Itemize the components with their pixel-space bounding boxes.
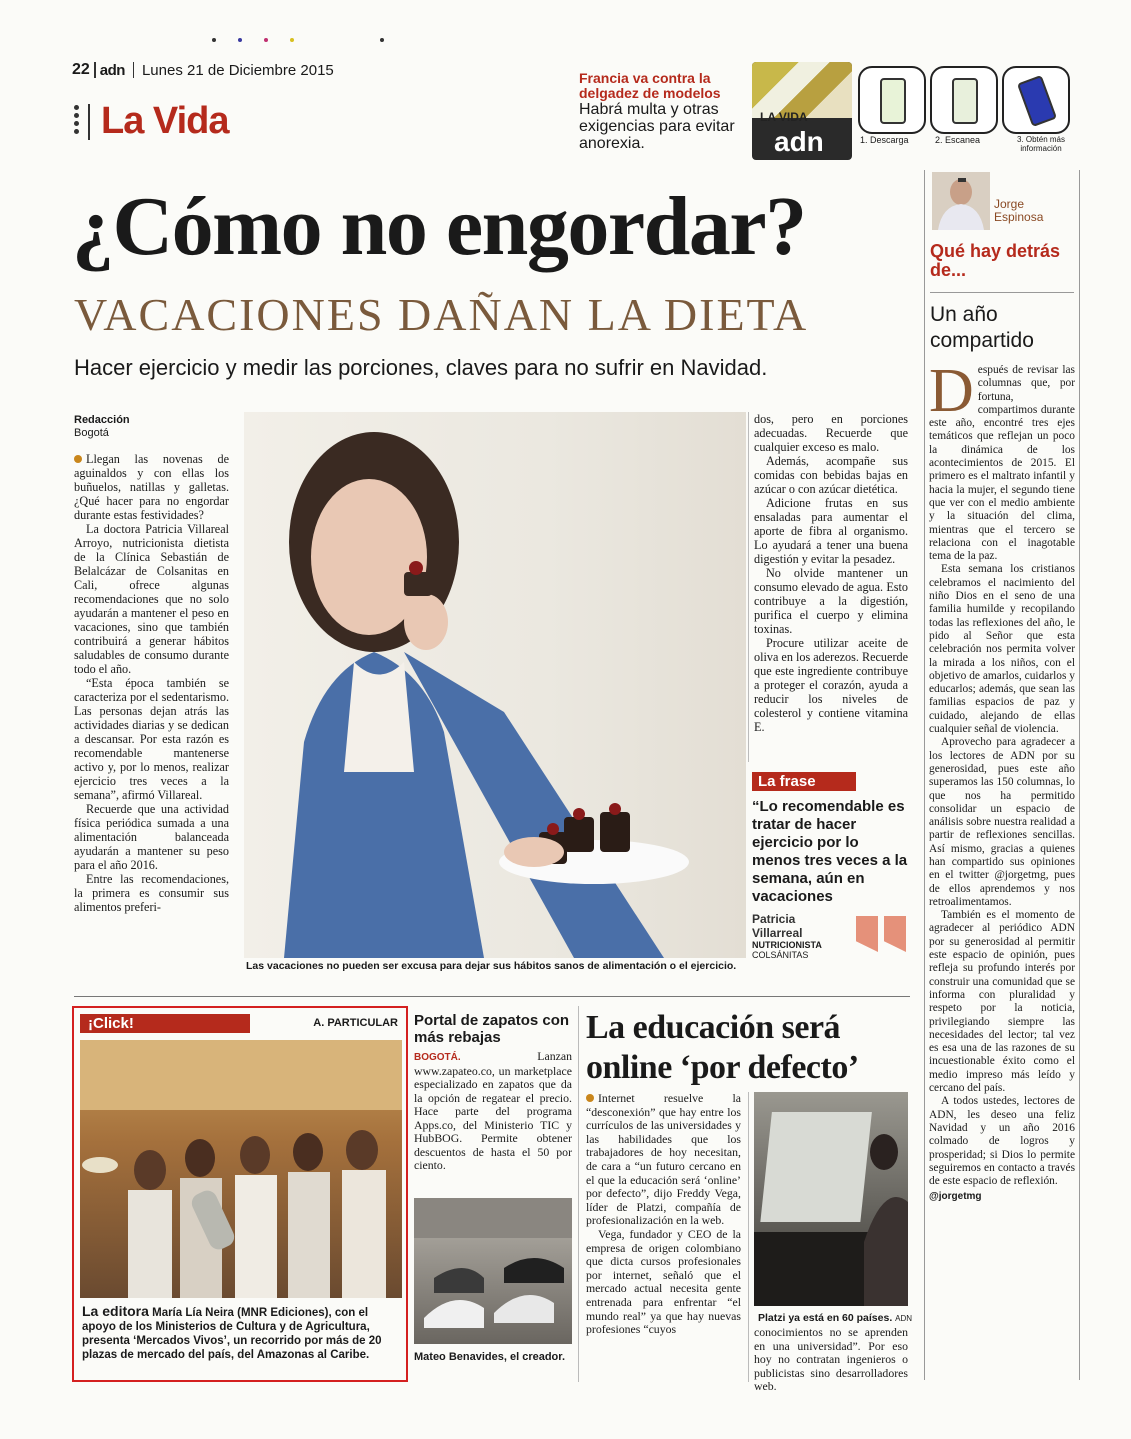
step-info-icon	[1002, 66, 1070, 134]
step-info-label: 3. Obtén más información	[1016, 135, 1066, 153]
shoes-caption: Mateo Benavides, el creador.	[414, 1351, 566, 1363]
shoes-body	[414, 1050, 572, 1173]
promo-badge	[752, 62, 852, 160]
main-col2-p3: Adicione frutas en sus ensaladas para aumentar el aporte de fibra al organismo. Lo ayudará a tener una buena digestión y evitar la pesadez.	[754, 496, 908, 566]
main-col1-p5: Entre las recomendaciones, la primera es consumir sus alimentos preferi-	[74, 872, 229, 914]
edu-photo	[754, 1092, 908, 1306]
promo-text: Habrá multa y otras exigencias para evitar anorexia.	[579, 101, 735, 152]
click-box	[72, 1006, 408, 1382]
quote-org: COLSÁNITAS	[752, 950, 809, 960]
brand-logo: adn	[99, 61, 125, 79]
quote-name: Patricia Villarreal	[752, 912, 803, 940]
shoes-photo	[414, 1198, 572, 1344]
edu-col2-p1: conocimientos no se aprenden en una universidad”. Por eso hoy no contratan ingenieros o publicistas sino desarrolladores web.	[754, 1325, 908, 1394]
column-p4: También es el momento de agradecer al periódico ADN por su generosidad al permitir este espacio de opinión, pues refleja su profundo interés por construir una comunidad que se informa con pluralidad y respeto por la noticia, privilegiando siempre las necesidades del lector; tal vez es esa una de las razones de su incuestionable éxito como el medio impreso más leído y cercano del país.	[929, 909, 1075, 1095]
issue-date: Lunes 21 de Diciembre 2015	[141, 61, 334, 79]
page-header	[72, 60, 334, 80]
main-kicker: VACACIONES DAÑAN LA DIETA	[74, 289, 809, 340]
click-photo	[80, 1040, 402, 1298]
column-handle: @jorgetmg	[929, 1191, 982, 1203]
click-caption	[82, 1304, 402, 1362]
column-p3: Aprovecho para agradecer a los lectores de ADN por su generosidad, pues este año superamos las 150 columnas, lo que nos ha permitido consolidar un espacio de análisis sobre nuestra realidad a partir de reflexiones sencillas. Así mismo, gracias a quienes han compartido sus opiniones en el twitter @jorgetmg, pues de ellos aprendemos y nos retroalimentamos.	[929, 736, 1075, 908]
main-col1-p2: La doctora Patricia Villareal Arroyo, nutricionista dietista de la Clínica Sebastián de Belalcázar de Colsanitas en Cali, ofrece algunas recomendaciones que no solo ayudarán a mantener el peso en vacaciones, sino que también contribuirá a generar hábitos saludables de consumo durante todo el año.	[74, 522, 229, 676]
promo-badge-top: LA VIDA	[760, 110, 808, 124]
page-number: 22	[72, 61, 90, 78]
click-label: ¡Click!	[80, 1014, 250, 1033]
column-p1: Después de revisar las columnas que, por fortuna, compartimos durante este año, encontré tres ejes temáticos que reflejan un poco la dinámica de los acontecimientos de 2015. El primero es el maltrato infantil y hacia la mujer, el segundo tiene que ver con el medio ambiente y la situación del clima, mientras que el tercero se relaciona con el inagotable tema de la paz.	[929, 357, 1075, 563]
main-col2-p2: Además, acompañe sus comidas con bebidas bajas en azúcar o con azúcar dietética.	[754, 454, 908, 496]
byline-city: Bogotá	[74, 427, 109, 439]
click-caption-bold: La editora	[82, 1303, 149, 1319]
section-title: La Vida	[101, 100, 229, 142]
column-dropcap: D	[929, 357, 974, 425]
byline-name: Redacción	[74, 414, 130, 426]
quote-role: NUTRICIONISTA	[752, 940, 822, 950]
edu-headline: La educación será online ‘por defecto’	[586, 1009, 859, 1086]
edu-body-col2	[754, 1326, 908, 1394]
main-body-col1	[74, 452, 229, 914]
quote-mark-icon	[856, 916, 908, 954]
quote-text: “Lo recomendable es tratar de hacer ejercicio por lo menos tres veces a la semana, aún en vacaciones	[752, 798, 908, 905]
registration-marks	[212, 27, 406, 46]
shoes-city: BOGOTÁ.	[414, 1052, 461, 1063]
edu-col1-p2: Vega, fundador y CEO de la empresa de origen colombiano que dicta cursos profesionales por internet, señaló que el mercado actual necesita gente entrenada para enfrentar “el mundo real” ya que hay nuevas profesiones “cuyos	[586, 1226, 741, 1337]
promo-badge-bottom: adn	[774, 126, 824, 157]
edu-body-col1	[586, 1092, 741, 1337]
shoes-text: Lanzan www.zapateo.co, un marketplace especializado en zapatos que da la opción de regatear el precio. Hace parte del programa Apps.co, del Ministerio TIC y HubBOG. Permite obtener descuentos de hasta el 50 por ciento.	[414, 1049, 572, 1172]
promo-title: Francia va contra la delgadez de modelos	[579, 70, 721, 101]
shoes-title: Portal de zapatos con más rebajas	[414, 1012, 570, 1046]
main-col2-p4: No olvide mantener un consumo elevado de agua. Esto contribuye a la digestión, purifica el cuerpo y elimina toxinas.	[754, 566, 908, 636]
column-p5: A todos ustedes, lectores de ADN, les deseo una feliz Navidad y un año 2016 colmado de logros y prosperidad; si Dios lo permite seguiremos en contacto a través de este espacio de reflexión.	[929, 1095, 1075, 1188]
main-headline: ¿Cómo no engordar?	[72, 180, 806, 273]
main-col1-p1: Llegan las novenas de aguinaldos y con ellas los buñuelos, natillas y galletas. ¿Qué hacer para no engordar durante estas festividades?	[74, 452, 229, 522]
edu-photo-credit: ADN	[895, 1314, 913, 1323]
main-col2-p1: dos, pero en porciones adecuadas. Recuerde que cualquier exceso es malo.	[754, 412, 908, 454]
main-col1-p4: Recuerde que una actividad física periódica sumada a una alimentación balanceada ayudarán a mantener su peso para el año 2016.	[74, 802, 229, 872]
click-caption-text: María Lía Neira (MNR Ediciones), con el apoyo de los Ministerios de Cultura y de Agricultura, presenta ‘Mercados Vivos’, un recorrido por más de 20 plazas de mercado del país, del Amazonas al Caribe.	[82, 1307, 382, 1361]
section-dots	[74, 105, 80, 134]
quote-label: La frase	[752, 772, 856, 791]
main-col1-p3: “Esta época también se caracteriza por el sedentarismo. Las personas dejan atrás las actividades diarias y se dedican a descansar. Por esta razón es recomendable mantenerse activo y, por lo menos, realizar ejercicio tres veces a la semana”, afirmó Villareal.	[74, 676, 229, 802]
step-download-label: 1. Descarga	[860, 135, 909, 145]
column-body	[929, 357, 1075, 1204]
step-download-icon	[858, 66, 926, 134]
click-credit: A. PARTICULAR	[313, 1017, 398, 1029]
main-col2-p5: Procure utilizar aceite de oliva en los aderezos. Recuerde que este ingrediente contribuye a proteger el corazón, ayuda a reducir los niveles de colesterol y contiene vitamina E.	[754, 636, 908, 734]
column-author: Jorge Espinosa	[994, 197, 1044, 224]
author-photo	[932, 172, 990, 230]
main-photo-caption: Las vacaciones no pueden ser excusa para dejar sus hábitos sanos de alimentación o el ejercicio.	[246, 960, 737, 972]
main-photo	[244, 412, 746, 958]
quote-box	[752, 772, 910, 960]
column-title: Un año compartido	[930, 303, 1034, 352]
step-scan-label: 2. Escanea	[935, 135, 981, 145]
column-p2: Esta semana los cristianos celebramos el nacimiento del niño Dios en el seno de una familia humilde y recopilando todas las reflexiones del año, le pido al Señor que esta celebración nos permita volver la mirada a los niños, con el objetivo de amarlos, cuidarlos y educarlos; además, que sean las familias espacios de paz y cuidado, alejando de ellas cualquier señal de violencia.	[929, 563, 1075, 736]
edu-photo-caption: Platzi ya está en 60 países. ADN	[758, 1312, 913, 1324]
column-kicker: Qué hay detrás de...	[930, 241, 1061, 280]
edu-col1-p1: Internet resuelve la “desconexión” que hay entre los currículos de las universidades y las habilidades que los trabajadores de hoy necesitan, de cara a “un futuro cercano en el que la educación será ‘online’ por defecto”, dijo Freddy Vega, líder de Platzi, compañía de profesionalización en la web.	[586, 1091, 741, 1228]
step-scan-icon	[930, 66, 998, 134]
main-body-col2	[754, 412, 908, 734]
main-deck: Hacer ejercicio y medir las porciones, claves para no sufrir en Navidad.	[74, 355, 768, 380]
